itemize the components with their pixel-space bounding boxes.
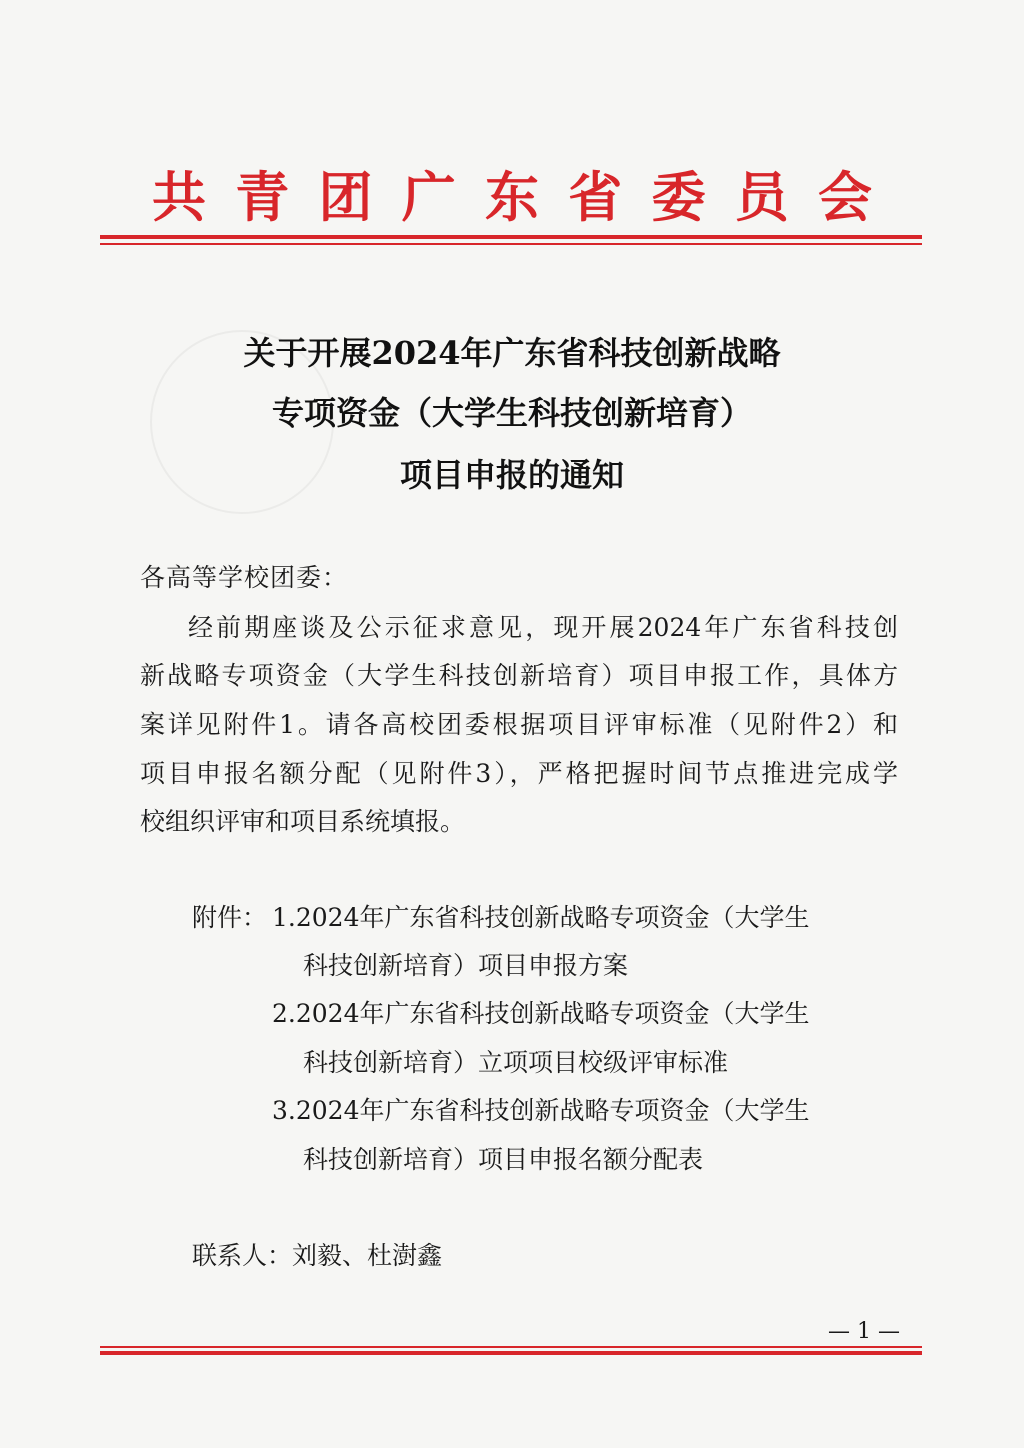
attachment-item-3: 3.2024年广东省科技创新战略专项资金（大学生: [272, 1096, 810, 1125]
attachment-item-1: 1.2024年广东省科技创新战略专项资金（大学生: [272, 903, 810, 932]
page-number: — 1 —: [828, 1319, 900, 1344]
attachments-label: 附件：: [192, 903, 268, 932]
body-paragraph-line: 新战略专项资金（大学生科技创新培育）项目申报工作，具体方: [140, 661, 898, 690]
header-char: 委: [651, 164, 706, 229]
header-char: 青: [235, 164, 290, 229]
attachment-item-3-cont: 科技创新培育）项目申报名额分配表: [303, 1145, 704, 1174]
footer-rule-thin: [100, 1346, 922, 1348]
footer-rule-thick: [100, 1351, 922, 1355]
document-title-line-2: 专项资金（大学生科技创新培育）: [271, 394, 752, 432]
document-title-line-1: 关于开展2024年广东省科技创新战略: [243, 334, 781, 372]
header-rule-thick: [100, 235, 922, 239]
header-char: 会: [818, 164, 872, 229]
header-char: 广: [401, 164, 456, 229]
header-rule-thin: [100, 243, 922, 245]
header-char: 员: [734, 164, 789, 229]
body-paragraph-line: 校组织评审和项目系统填报。: [140, 807, 466, 836]
body-paragraph-line: 项目申报名额分配（见附件3），严格把握时间节点推进完成学: [140, 759, 898, 788]
attachment-item-1-cont: 科技创新培育）项目申报方案: [303, 951, 629, 980]
body-paragraph-line: 经前期座谈及公示征求意见，现开展2024年广东省科技创: [188, 613, 898, 642]
attachment-item-2: 2.2024年广东省科技创新战略专项资金（大学生: [272, 999, 810, 1028]
header-char: 团: [318, 164, 373, 229]
document-title-line-3: 项目申报的通知: [399, 456, 624, 494]
contact-persons: 联系人：刘毅、杜澍鑫: [192, 1241, 443, 1270]
salutation: 各高等学校团委：: [140, 563, 349, 592]
body-paragraph-line: 案详见附件1。请各高校团委根据项目评审标准（见附件2）和: [140, 710, 898, 739]
document-header-organization: [100, 153, 924, 233]
header-char: 东: [485, 164, 539, 229]
header-char: 省: [568, 164, 623, 229]
header-char: 共: [152, 164, 206, 229]
attachment-item-2-cont: 科技创新培育）立项项目校级评审标准: [303, 1048, 729, 1077]
